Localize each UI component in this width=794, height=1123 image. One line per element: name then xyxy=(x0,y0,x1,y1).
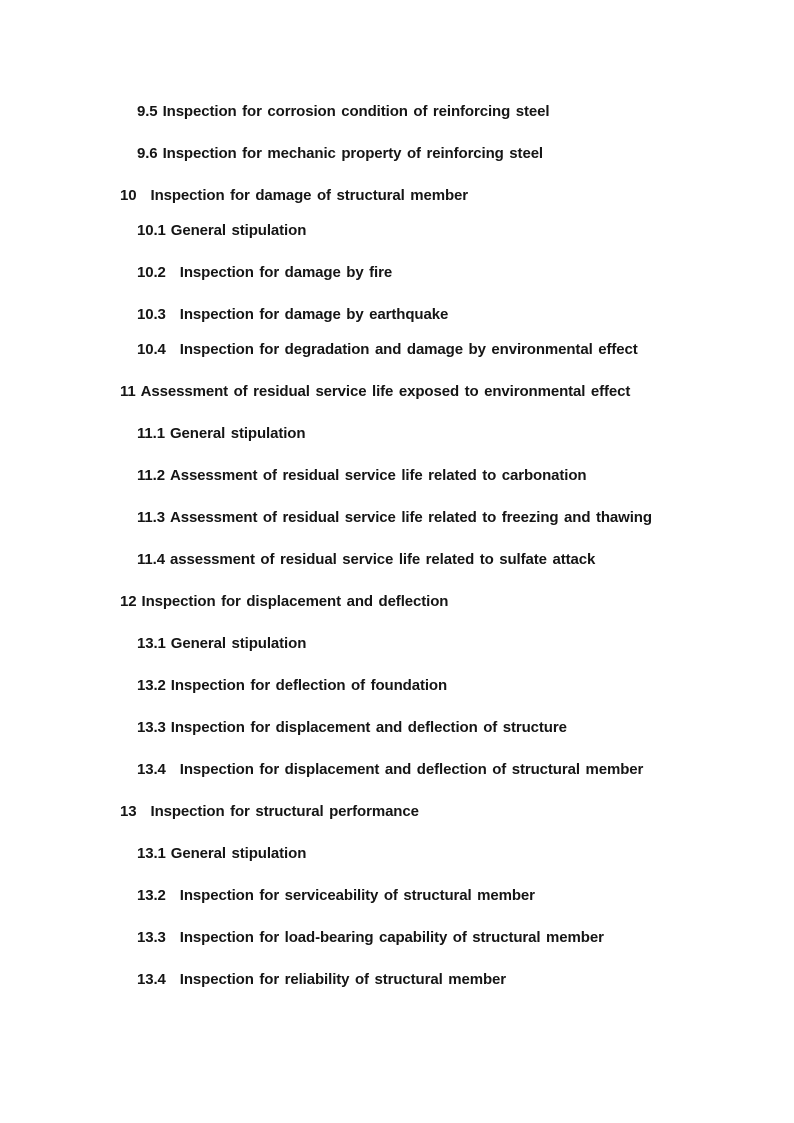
toc-item-label: General stipulation xyxy=(170,845,307,862)
toc-list xyxy=(0,101,794,990)
toc-item-number: 13.2 xyxy=(137,677,166,694)
toc-item-label: Assessment of residual service life exposed to environmental effect xyxy=(140,383,631,400)
toc-item-number: 11.3 xyxy=(137,509,165,526)
toc-item xyxy=(137,143,794,164)
toc-item xyxy=(137,759,794,780)
toc-item-number: 13.4 xyxy=(137,971,166,988)
toc-item-number: 12 xyxy=(120,593,137,610)
toc-item-number: 9.5 xyxy=(137,103,158,120)
toc-item-label: Inspection for damage by earthquake xyxy=(179,306,449,323)
toc-item-label: General stipulation xyxy=(169,425,306,442)
toc-item xyxy=(137,220,794,241)
toc-item-label: Inspection for serviceability of structural member xyxy=(179,887,535,904)
toc-item-label: Inspection for damage by fire xyxy=(179,264,393,281)
toc-item xyxy=(137,843,794,864)
toc-item xyxy=(137,507,794,528)
toc-item-number: 10.3 xyxy=(137,306,166,323)
toc-item xyxy=(120,591,794,612)
toc-item xyxy=(137,633,794,654)
toc-item-label: General stipulation xyxy=(170,222,307,239)
toc-item-number: 9.6 xyxy=(137,145,158,162)
toc-item-number: 13.1 xyxy=(137,635,166,652)
toc-item-label: Inspection for displacement and deflection xyxy=(141,593,449,610)
toc-item-number: 13.4 xyxy=(137,761,166,778)
toc-item-number: 10 xyxy=(120,187,137,204)
toc-item-label: Inspection for damage of structural member xyxy=(150,187,469,204)
toc-item-label: Inspection for reliability of structural member xyxy=(179,971,506,988)
toc-item xyxy=(137,927,794,948)
toc-item-label: General stipulation xyxy=(170,635,307,652)
toc-item-label: Inspection for deflection of foundation xyxy=(170,677,448,694)
toc-item-label: Inspection for displacement and deflection of structure xyxy=(170,719,567,736)
toc-item-label: assessment of residual service life related to sulfate attack xyxy=(169,551,596,568)
toc-item xyxy=(137,101,794,122)
toc-item xyxy=(137,339,794,360)
toc-item xyxy=(137,423,794,444)
toc-item-number: 13.3 xyxy=(137,719,166,736)
toc-item xyxy=(120,185,794,206)
toc-item xyxy=(137,969,794,990)
toc-item-number: 10.4 xyxy=(137,341,166,358)
toc-item-number: 11 xyxy=(120,383,136,400)
toc-item xyxy=(137,717,794,738)
toc-item xyxy=(137,262,794,283)
toc-item-number: 13.1 xyxy=(137,845,166,862)
toc-item-number: 13.2 xyxy=(137,887,166,904)
toc-item xyxy=(137,304,794,325)
toc-item-label: Inspection for displacement and deflection of structural member xyxy=(179,761,644,778)
toc-item xyxy=(137,465,794,486)
toc-item-number: 11.4 xyxy=(137,551,165,568)
toc-item xyxy=(120,381,794,402)
toc-item-label: Inspection for structural performance xyxy=(150,803,419,820)
toc-item-label: Inspection for mechanic property of reinforcing steel xyxy=(162,145,543,162)
toc-item xyxy=(120,801,794,822)
toc-item-label: Inspection for load-bearing capability of structural member xyxy=(179,929,604,946)
toc-item-number: 13 xyxy=(120,803,137,820)
toc-item xyxy=(137,885,794,906)
toc-item-number: 11.1 xyxy=(137,425,165,442)
toc-item-number: 13.3 xyxy=(137,929,166,946)
toc-item-label: Inspection for corrosion condition of reinforcing steel xyxy=(162,103,550,120)
toc-item-number: 10.2 xyxy=(137,264,166,281)
toc-item xyxy=(137,675,794,696)
toc-item-label: Inspection for degradation and damage by environmental effect xyxy=(179,341,638,358)
toc-item-number: 11.2 xyxy=(137,467,165,484)
toc-item-number: 10.1 xyxy=(137,222,166,239)
toc-item xyxy=(137,549,794,570)
toc-item-label: Assessment of residual service life related to freezing and thawing xyxy=(169,509,652,526)
toc-item-label: Assessment of residual service life related to carbonation xyxy=(169,467,587,484)
